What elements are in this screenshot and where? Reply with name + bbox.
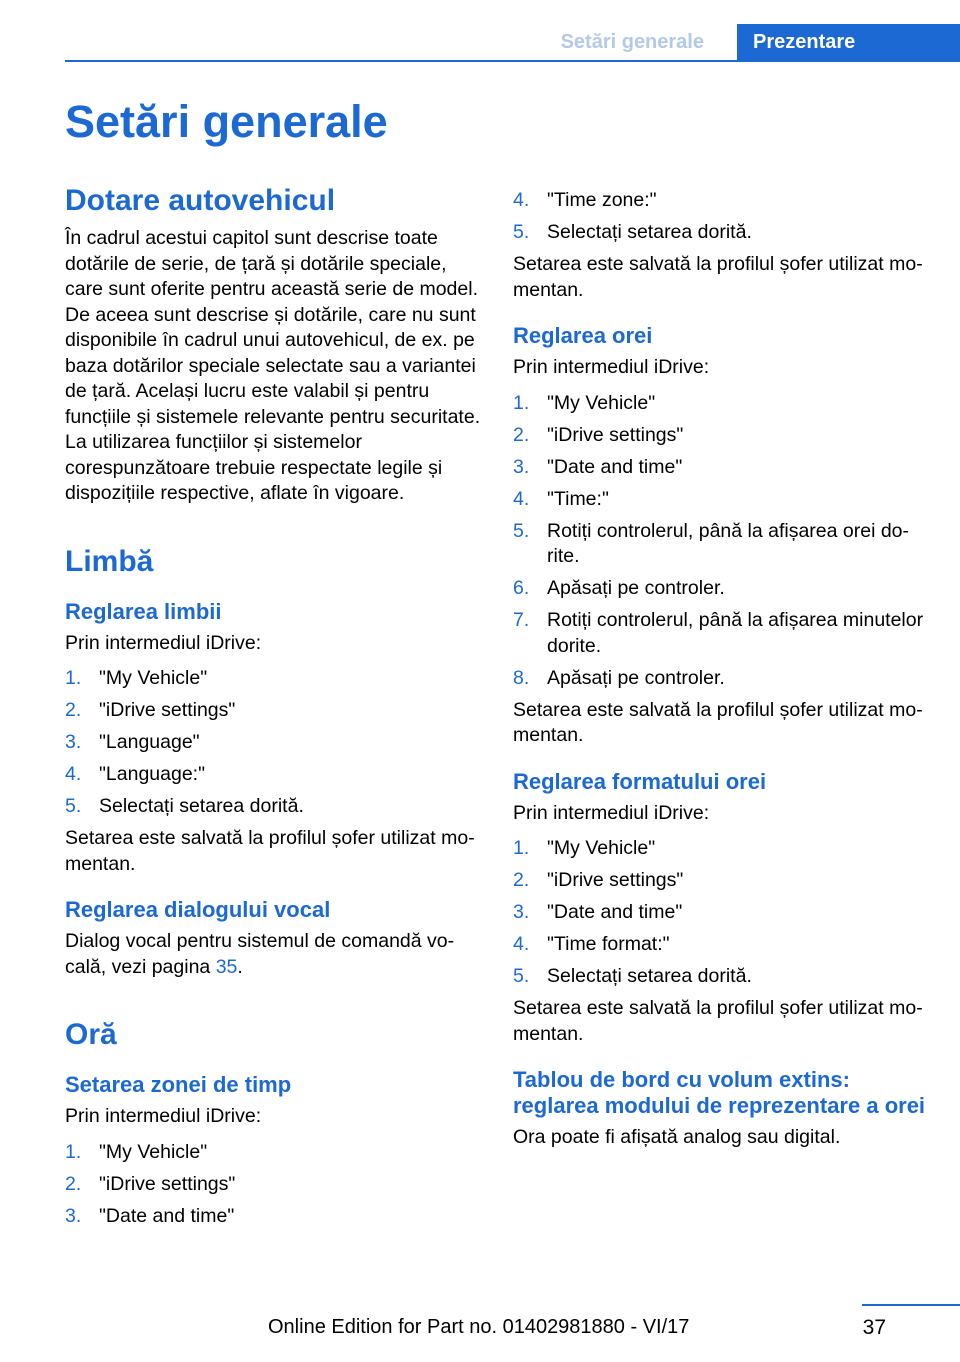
list-item: 8. Apăsați pe controler. [513,666,725,689]
intro-reglarea-orei: Prin intermediul iDrive: [513,356,710,378]
paragraph-dotare: În cadrul acestui capitol sunt descrise toate dotările de serie, de țară și dotările speciale, care sunt oferite pentru această serie de model. De aceea sunt descrise și dotările, care nu sunt disponibile în cadrul unui autovehicul, de ex. pe baza dotărilor speciale selectate sau a variantei de țară. Același lucru este valabil și pentru funcțiile și sistemele relevante pentru securitate. La utilizarea funcțiilor și sistemelor corespunzătoare trebuie respectate legile și dispozițiile respective, aflate în vigoare. [65,227,481,504]
steps-format-ora [513,836,933,990]
header-section-title: Setări generale [560,31,704,53]
list-item: 1. "My Vehicle" [65,667,208,689]
heading-dialog-vocal: Reglarea dialogului vocal [65,897,331,922]
header-rule [65,60,960,62]
heading-format-ora: Reglarea formatului orei [513,768,767,794]
note-format-ora: Setarea este salvată la profilul șofer utilizat momentan. [513,997,923,1045]
list-item: 4. "Time zone:" [513,189,657,211]
list-item: 5. Selectați setarea dorită. [65,795,304,817]
list-item: 1. "My Vehicle" [513,837,656,859]
note-reglarea-limbii: Setarea este salvată la profilul șofer utilizat momentan. [65,827,475,875]
intro-reglarea-limbii: Prin intermediul iDrive: [65,631,262,654]
paragraph-dialog-vocal: Dialog vocal pentru sistemul de comandă vocală, vezi pagina 35. [65,930,455,978]
header-chapter-tab: Prezentare [737,24,960,61]
list-item: 2. "iDrive settings" [65,699,236,721]
list-item: 3. "Language" [65,731,200,753]
list-item: 5. Rotiți controlerul, până la afișarea orei dorite. [513,519,910,567]
heading-zona-timp: Setarea zonei de timp [65,1072,292,1097]
list-item: 3. "Date and time" [65,1204,235,1227]
note-reglarea-orei: Setarea este salvată la profilul șofer utilizat momentan. [513,698,923,746]
list-item: 5. Selectați setarea dorită. [513,221,752,243]
page-reference-link[interactable]: 35 [215,955,238,978]
list-item: 5. Selectați setarea dorită. [513,965,752,987]
list-item: 2. "iDrive settings" [513,423,684,446]
heading-reglarea-limbii: Reglarea limbii [65,598,222,624]
list-item: 1. "My Vehicle" [65,1140,208,1163]
footer-rule [862,1304,960,1306]
list-item: 7. Rotiți controlerul, până la afișarea minutelor dorite. [513,609,924,657]
list-item: 4. "Language:" [65,763,206,785]
list-item: 3. "Date and time" [513,901,683,923]
edition-note: Online Edition for Part no. 01402981880 - VI/17 [268,1316,690,1338]
heading-dotare: Dotare autovehicul [65,184,336,217]
heading-limba: Limbă [65,544,154,578]
intro-zona-timp: Prin intermediul iDrive: [65,1105,262,1127]
intro-format-ora: Prin intermediul iDrive: [513,801,710,824]
list-item: 1. "My Vehicle" [513,391,656,414]
steps-reglarea-orei [513,391,933,692]
steps-zona-timp [65,1140,485,1230]
list-item: 4. "Time:" [513,487,609,510]
list-item: 6. Apăsați pe controler. [513,577,725,599]
heading-ora: Oră [65,1018,117,1051]
steps-zona-timp-continued [513,188,933,246]
heading-tablou-bord: Tablou de bord cu volum extins: reglarea modului de reprezentare a orei [513,1067,926,1118]
right-column [513,188,933,1155]
steps-reglarea-limbii [65,666,485,820]
paragraph-tablou-bord: Ora poate fi afișată analog sau digital. [513,1126,841,1148]
list-item: 2. "iDrive settings" [65,1172,236,1195]
heading-reglarea-orei: Reglarea orei [513,323,653,348]
note-zona-timp: Setarea este salvată la profilul șofer utilizat momentan. [513,253,923,301]
page-title: Setări generale [65,96,388,147]
page-header [0,24,960,62]
left-column [65,182,485,1236]
list-item: 2. "iDrive settings" [513,869,684,891]
page-number: 37 [862,1316,886,1339]
list-item: 3. "Date and time" [513,455,683,478]
list-item: 4. "Time format:" [513,933,670,955]
